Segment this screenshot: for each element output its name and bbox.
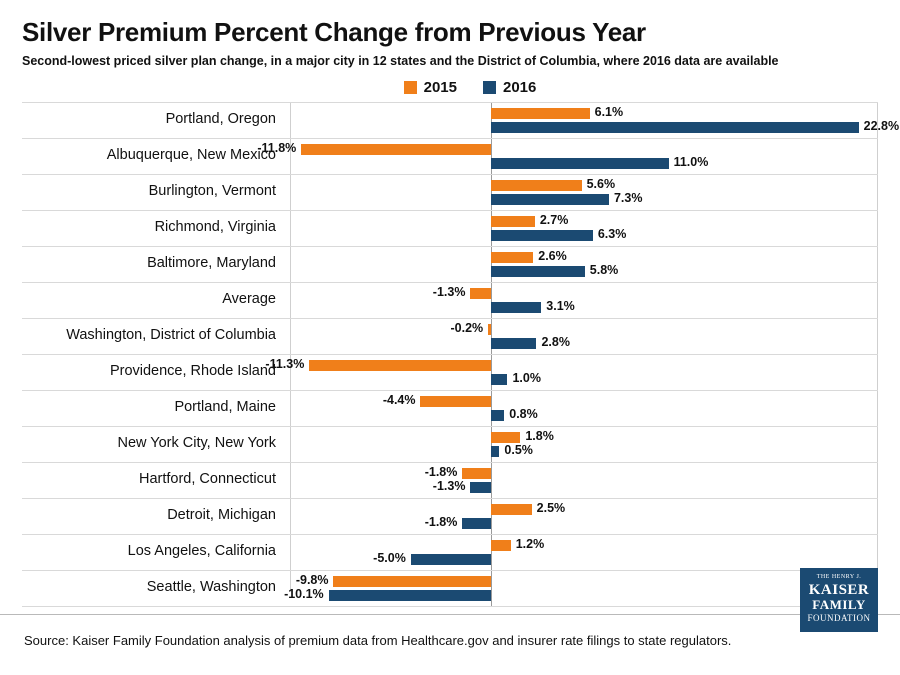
bar-2016-10 <box>470 482 491 493</box>
bar-2015-7 <box>309 360 491 371</box>
bar-2016-8 <box>491 410 504 421</box>
bar-2015-8 <box>420 396 491 407</box>
bar-group <box>290 535 878 570</box>
bar-value-label: 1.2% <box>515 536 545 551</box>
bar-2016-2 <box>491 194 609 205</box>
bar-value-label: -11.8% <box>257 140 297 155</box>
bar-value-label: -1.8% <box>424 514 458 529</box>
legend-swatch-2016 <box>483 81 496 94</box>
category-label: Detroit, Michigan <box>167 507 276 524</box>
bar-2015-9 <box>491 432 520 443</box>
legend-item-2016 <box>483 79 536 96</box>
bar-value-label: 2.5% <box>536 500 566 515</box>
chart-row <box>22 427 878 463</box>
page-subtitle: Second-lowest priced silver plan change, in a major city in 12 states and the District of Columbia, where 2016 data are available <box>22 53 779 68</box>
bar-2015-2 <box>491 180 581 191</box>
bar-value-label: -10.1% <box>284 586 324 601</box>
chart-row <box>22 535 878 571</box>
category-label: Providence, Rhode Island <box>109 363 276 380</box>
bar-2015-5 <box>470 288 491 299</box>
chart-row <box>22 211 878 247</box>
bar-value-label: 6.1% <box>594 104 624 119</box>
chart-row <box>22 463 878 499</box>
bar-2015-1 <box>301 144 491 155</box>
bar-2016-12 <box>411 554 492 565</box>
zero-axis-line <box>491 463 492 498</box>
logo-line-1: THE HENRY J. <box>816 574 862 580</box>
bar-2015-13 <box>333 576 491 587</box>
bar-group <box>290 319 878 354</box>
logo-line-2: KAISER <box>808 582 870 598</box>
bar-value-label: 7.3% <box>613 190 643 205</box>
bar-group <box>290 247 878 282</box>
page-title: Silver Premium Percent Change from Previous Year <box>22 17 646 47</box>
bar-2016-3 <box>491 230 592 241</box>
category-label: Washington, District of Columbia <box>66 327 276 344</box>
bar-value-label: -1.3% <box>432 478 466 493</box>
category-label: Richmond, Virginia <box>154 219 276 236</box>
chart-legend <box>22 79 878 96</box>
chart-row <box>22 499 878 535</box>
bar-2015-10 <box>462 468 491 479</box>
bar-2015-11 <box>491 504 531 515</box>
bar-value-label: 5.8% <box>589 262 619 277</box>
category-label: Portland, Oregon <box>165 111 276 128</box>
category-label: Burlington, Vermont <box>148 183 276 200</box>
bar-2016-5 <box>491 302 541 313</box>
bar-2015-4 <box>491 252 533 263</box>
bar-group <box>265 355 878 390</box>
bar-value-label: 0.8% <box>509 406 538 421</box>
bar-group <box>290 499 878 534</box>
category-label: Hartford, Connecticut <box>138 471 276 488</box>
bar-group <box>290 283 878 318</box>
bar-value-label: 1.0% <box>512 370 541 385</box>
bar-value-label: 2.6% <box>538 248 567 263</box>
bar-value-label: 22.8% <box>863 118 900 133</box>
bar-value-label: -9.8% <box>295 572 329 587</box>
bar-value-label: -4.4% <box>382 392 416 407</box>
bar-value-label: 3.1% <box>546 298 575 313</box>
chart-area <box>22 102 900 601</box>
legend-label-2015: 2015 <box>423 78 457 96</box>
bar-value-label: -1.8% <box>424 464 458 479</box>
bar-value-label: 11.0% <box>673 154 709 169</box>
source-note: Source: Kaiser Family Foundation analysis of premium data from Healthcare.gov and insurer rate filings to state regulators. <box>24 633 732 648</box>
legend-swatch-2015 <box>404 81 417 94</box>
bar-group <box>257 139 878 174</box>
bar-value-label: -5.0% <box>373 550 406 565</box>
bar-value-label: 6.3% <box>597 226 627 241</box>
bar-group <box>290 175 878 210</box>
legend-label-2016: 2016 <box>503 78 537 96</box>
bar-2016-1 <box>491 158 668 169</box>
bar-2016-11 <box>462 518 491 529</box>
category-label: Seattle, Washington <box>146 579 276 596</box>
legend-item-2015 <box>404 79 457 96</box>
logo-line-3: FAMILY <box>812 597 866 612</box>
bar-value-label: -1.3% <box>432 284 466 299</box>
bar-group <box>290 391 878 426</box>
bar-2015-6 <box>488 324 491 335</box>
category-label: New York City, New York <box>117 435 276 452</box>
bar-2016-6 <box>491 338 536 349</box>
bar-group <box>290 103 900 138</box>
chart-row <box>22 247 878 283</box>
bar-group <box>290 427 878 462</box>
bar-2016-7 <box>491 374 507 385</box>
bar-2015-12 <box>491 540 510 551</box>
logo-line-4: FOUNDATION <box>807 613 871 623</box>
chart-row <box>22 391 878 427</box>
bar-group <box>284 571 878 606</box>
chart-row <box>22 139 878 175</box>
bar-2016-4 <box>491 266 584 277</box>
bar-group <box>290 463 878 498</box>
bar-value-label: 5.6% <box>586 176 616 191</box>
bar-group <box>290 211 878 246</box>
category-label: Los Angeles, California <box>127 543 276 560</box>
chart-row <box>22 175 878 211</box>
bar-value-label: 2.7% <box>539 212 569 227</box>
zero-axis-line <box>491 571 492 606</box>
category-label: Average <box>222 291 276 308</box>
bar-value-label: 1.8% <box>525 428 554 443</box>
chart-row <box>22 571 878 607</box>
bar-value-label: 0.5% <box>504 442 533 457</box>
category-label: Albuquerque, New Mexico <box>106 147 276 164</box>
chart-rows <box>22 102 900 601</box>
bar-2016-13 <box>329 590 492 601</box>
bar-value-label: -0.2% <box>450 320 484 335</box>
bar-value-label: 2.8% <box>541 334 570 349</box>
bar-2016-9 <box>491 446 499 457</box>
category-label: Baltimore, Maryland <box>147 255 276 272</box>
chart-row <box>22 319 878 355</box>
kff-logo <box>800 568 878 632</box>
chart-row <box>22 102 900 139</box>
chart-row <box>22 283 878 319</box>
bar-2016-0 <box>491 122 858 133</box>
category-label: Portland, Maine <box>174 399 276 416</box>
bar-value-label: -11.3% <box>265 356 305 371</box>
chart-row <box>22 355 878 391</box>
bar-2015-3 <box>491 216 534 227</box>
bar-2015-0 <box>491 108 589 119</box>
